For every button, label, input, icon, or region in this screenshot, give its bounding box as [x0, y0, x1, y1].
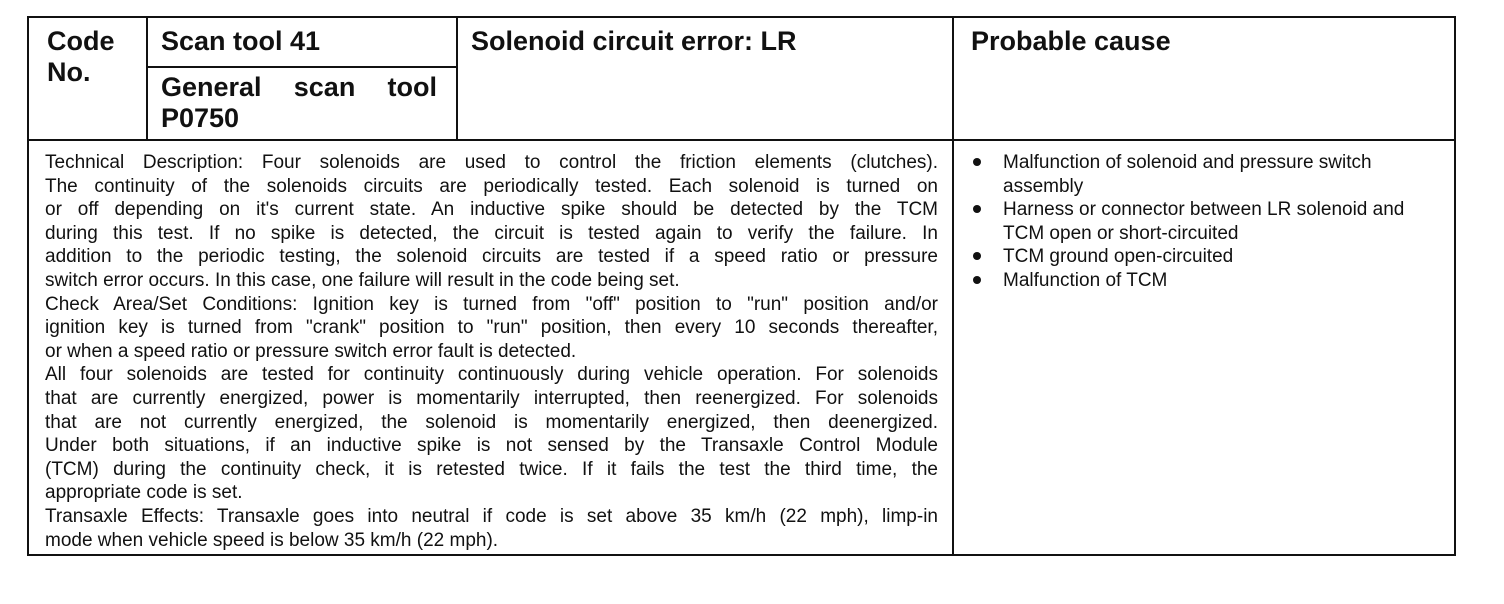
row-divider	[29, 139, 1454, 141]
tool-word: tool	[387, 72, 437, 102]
description-line: Technical Description: Four solenoids are used to control the friction elements (clutches).	[45, 152, 938, 173]
description-line: during this test. If no spike is detected, the circuit is tested again to verify the failure. In	[45, 222, 938, 244]
description-line: mode when vehicle speed is below 35 km/h (22 mph).	[45, 529, 499, 551]
bullet-icon	[973, 252, 981, 260]
description-line: that are not currently energized, the solenoid is momentarily energized, then deenergized.	[45, 411, 938, 433]
code-no-line1: Code	[47, 26, 115, 56]
cause-item	[969, 151, 1439, 198]
general-word: General	[161, 72, 262, 102]
description-line: Under both situations, if an inductive spike is not sensed by the Transaxle Control Module	[45, 435, 938, 457]
description-line: switch error occurs. In this case, one failure will result in the code being set.	[45, 269, 680, 291]
probable-cause-header: Probable cause	[971, 26, 1171, 56]
code-no-line2: No.	[47, 57, 91, 87]
cause-text: Malfunction of TCM	[1003, 269, 1168, 291]
description-line: Check Area/Set Conditions: Ignition key is turned from "off" position to "run" position and/or	[45, 293, 938, 315]
description-line: (TCM) during the continuity check, it is retested twice. If it fails the test the third time, the	[45, 458, 938, 480]
cause-item	[969, 245, 1439, 269]
general-scan-tool-label	[161, 72, 437, 103]
general-scan-code: P0750	[161, 103, 240, 133]
bullet-icon	[973, 158, 981, 166]
description-line: All four solenoids are tested for continuity continuously during vehicle operation. For solenoids	[45, 364, 938, 386]
description-line: or off depending on it's current state. An inductive spike should be detected by the TCM	[45, 199, 938, 221]
description-line: appropriate code is set.	[45, 482, 243, 504]
bullet-icon	[973, 205, 981, 213]
cause-text: TCM ground open-circuited	[1003, 246, 1234, 268]
cause-text: Malfunction of solenoid and pressure switch assembly	[1003, 152, 1372, 197]
cause-item	[969, 269, 1439, 293]
technical-description	[45, 151, 938, 552]
bullet-icon	[973, 276, 981, 284]
probable-causes-list	[969, 151, 1439, 293]
row-divider	[146, 66, 458, 68]
scan-word: scan	[293, 72, 356, 102]
description-line: ignition key is turned from "crank" position to "run" position, then every 10 seconds thereafter,	[45, 317, 938, 339]
cause-item	[969, 198, 1439, 245]
error-title: Solenoid circuit error: LR	[471, 26, 797, 56]
description-line: Transaxle Effects: Transaxle goes into neutral if code is set above 35 km/h (22 mph), limp-in	[45, 505, 938, 527]
column-divider	[952, 18, 954, 554]
diagnostic-code-table	[27, 16, 1456, 556]
description-line: that are currently energized, power is momentarily interrupted, then reenergized. For solenoids	[45, 387, 938, 409]
scan-tool-41-header: Scan tool 41	[161, 26, 321, 56]
cause-text: Harness or connector between LR solenoid and TCM open or short-circuited	[1003, 199, 1405, 244]
description-line: addition to the periodic testing, the solenoid circuits are tested if a speed ratio or pressure	[45, 246, 938, 268]
description-line: or when a speed ratio or pressure switch error fault is detected.	[45, 340, 577, 362]
general-scan-tool-header	[161, 72, 461, 134]
code-no-header	[47, 26, 147, 88]
description-line: The continuity of the solenoids circuits are periodically tested. Each solenoid is turned on	[45, 175, 938, 197]
